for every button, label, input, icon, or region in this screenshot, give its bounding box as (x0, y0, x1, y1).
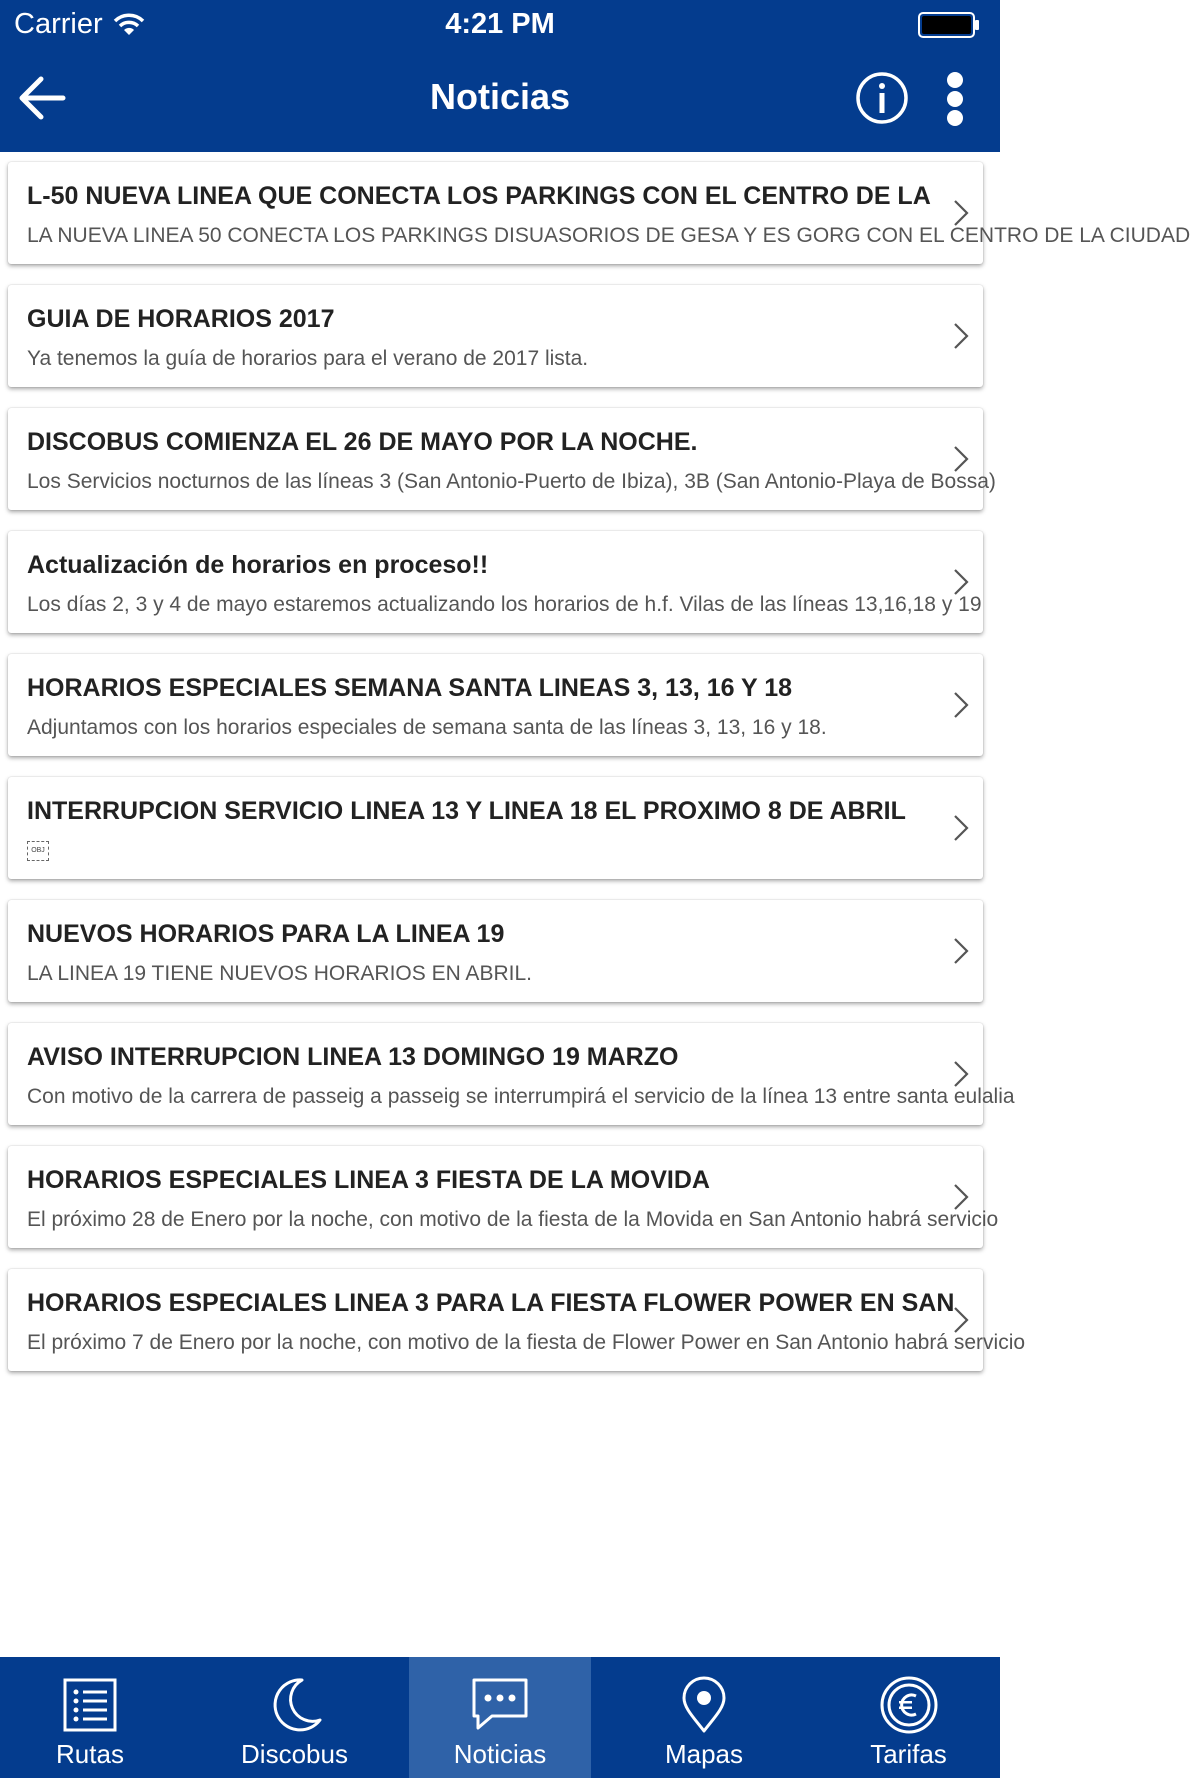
tab-label: Rutas (56, 1739, 124, 1769)
chevron-right-icon (951, 1182, 971, 1212)
chevron-right-icon (951, 567, 971, 597)
news-item[interactable] (8, 900, 983, 1002)
news-item[interactable] (8, 285, 983, 387)
news-subtitle: Con motivo de la carrera de passeig a passeig se interrumpirá el servicio de la línea 13 entre santa eulalia (27, 1085, 1015, 1108)
list-icon (61, 1676, 119, 1734)
map-pin-icon (679, 1676, 729, 1734)
news-title: GUIA DE HORARIOS 2017 (27, 305, 335, 333)
news-title: INTERRUPCION SERVICIO LINEA 13 Y LINEA 18 EL PROXIMO 8 DE ABRIL (27, 797, 906, 825)
battery-icon (918, 12, 980, 38)
chevron-right-icon (951, 936, 971, 966)
info-icon (854, 70, 910, 126)
news-item[interactable] (8, 408, 996, 510)
more-dot-icon (947, 110, 963, 126)
top-bar (0, 0, 1000, 152)
news-subtitle: El próximo 28 de Enero por la noche, con motivo de la fiesta de la Movida en San Antonio habrá servicio (27, 1208, 999, 1231)
news-subtitle: LA LINEA 19 TIENE NUEVOS HORARIOS EN ABRIL. (27, 962, 532, 985)
news-subtitle (27, 839, 967, 863)
more-dot-icon (947, 91, 963, 107)
news-title: HORARIOS ESPECIALES SEMANA SANTA LINEAS 3, 13, 16 Y 18 (27, 674, 793, 702)
news-title: NUEVOS HORARIOS PARA LA LINEA 19 (27, 920, 505, 948)
news-list (0, 152, 1190, 1392)
news-item[interactable] (8, 162, 1190, 264)
news-title: AVISO INTERRUPCION LINEA 13 DOMINGO 19 MARZO (27, 1043, 679, 1071)
chevron-right-icon (951, 813, 971, 843)
chevron-right-icon (951, 690, 971, 720)
tab-noticias[interactable] (409, 1657, 591, 1778)
news-title: DISCOBUS COMIENZA EL 26 DE MAYO POR LA NOCHE. (27, 428, 698, 456)
chevron-right-icon (951, 444, 971, 474)
info-button[interactable] (854, 70, 910, 126)
nav-bar (0, 50, 1000, 152)
chat-bubble-icon (470, 1676, 530, 1734)
tab-tarifas[interactable] (817, 1657, 1000, 1778)
news-title: HORARIOS ESPECIALES LINEA 3 PARA LA FIESTA FLOWER POWER EN SAN (27, 1289, 955, 1317)
news-subtitle: Los días 2, 3 y 4 de mayo estaremos actualizando los horarios de h.f. Vilas de las líneas 13,16,18 y 19 (27, 593, 982, 616)
chevron-right-icon (951, 198, 971, 228)
carrier-label: Carrier (14, 8, 103, 40)
news-title: L-50 NUEVA LINEA QUE CONECTA LOS PARKINGS CON EL CENTRO DE LA (27, 182, 931, 210)
page-title: Noticias (429, 76, 571, 117)
news-item[interactable] (8, 1146, 999, 1248)
more-options-button[interactable] (940, 68, 970, 130)
news-item[interactable] (8, 654, 983, 756)
news-subtitle: El próximo 7 de Enero por la noche, con motivo de la fiesta de Flower Power en San Antonio habrá servicio (27, 1331, 1026, 1354)
news-subtitle: LA NUEVA LINEA 50 CONECTA LOS PARKINGS DISUASORIOS DE GESA Y ES GORG CON EL CENTRO DE LA CIUDAD (27, 224, 1190, 247)
news-subtitle: Adjuntamos con los horarios especiales de semana santa de las líneas 3, 13, 16 y 18. (27, 716, 827, 739)
chevron-right-icon (951, 1305, 971, 1335)
news-title: HORARIOS ESPECIALES LINEA 3 FIESTA DE LA MOVIDA (27, 1166, 710, 1194)
tab-discobus[interactable] (180, 1657, 409, 1778)
tab-label: Tarifas (870, 1739, 947, 1769)
tab-label: Discobus (241, 1739, 348, 1769)
news-item[interactable] (8, 531, 983, 633)
euro-coin-icon (879, 1675, 939, 1735)
more-dot-icon (947, 72, 963, 88)
tab-rutas[interactable] (0, 1657, 180, 1778)
chevron-right-icon (951, 1059, 971, 1089)
status-bar (0, 0, 1000, 50)
tab-label: Noticias (453, 1739, 547, 1769)
news-subtitle: Ya tenemos la guía de horarios para el verano de 2017 lista. (27, 347, 589, 370)
tab-bar (0, 1657, 1000, 1778)
moon-icon (266, 1676, 324, 1734)
news-title: Actualización de horarios en proceso!! (27, 551, 489, 579)
tab-label: Mapas (664, 1739, 744, 1769)
news-item[interactable] (8, 1269, 1026, 1371)
status-time: 4:21 PM (445, 8, 555, 40)
news-item[interactable] (8, 777, 983, 879)
tab-mapas[interactable] (591, 1657, 817, 1778)
chevron-right-icon (951, 321, 971, 351)
news-subtitle: Los Servicios nocturnos de las líneas 3 (San Antonio-Puerto de Ibiza), 3B (San Antonio-Playa de Bossa) (27, 470, 996, 493)
object-placeholder-icon: OBJ (27, 841, 49, 861)
news-item[interactable] (8, 1023, 1015, 1125)
